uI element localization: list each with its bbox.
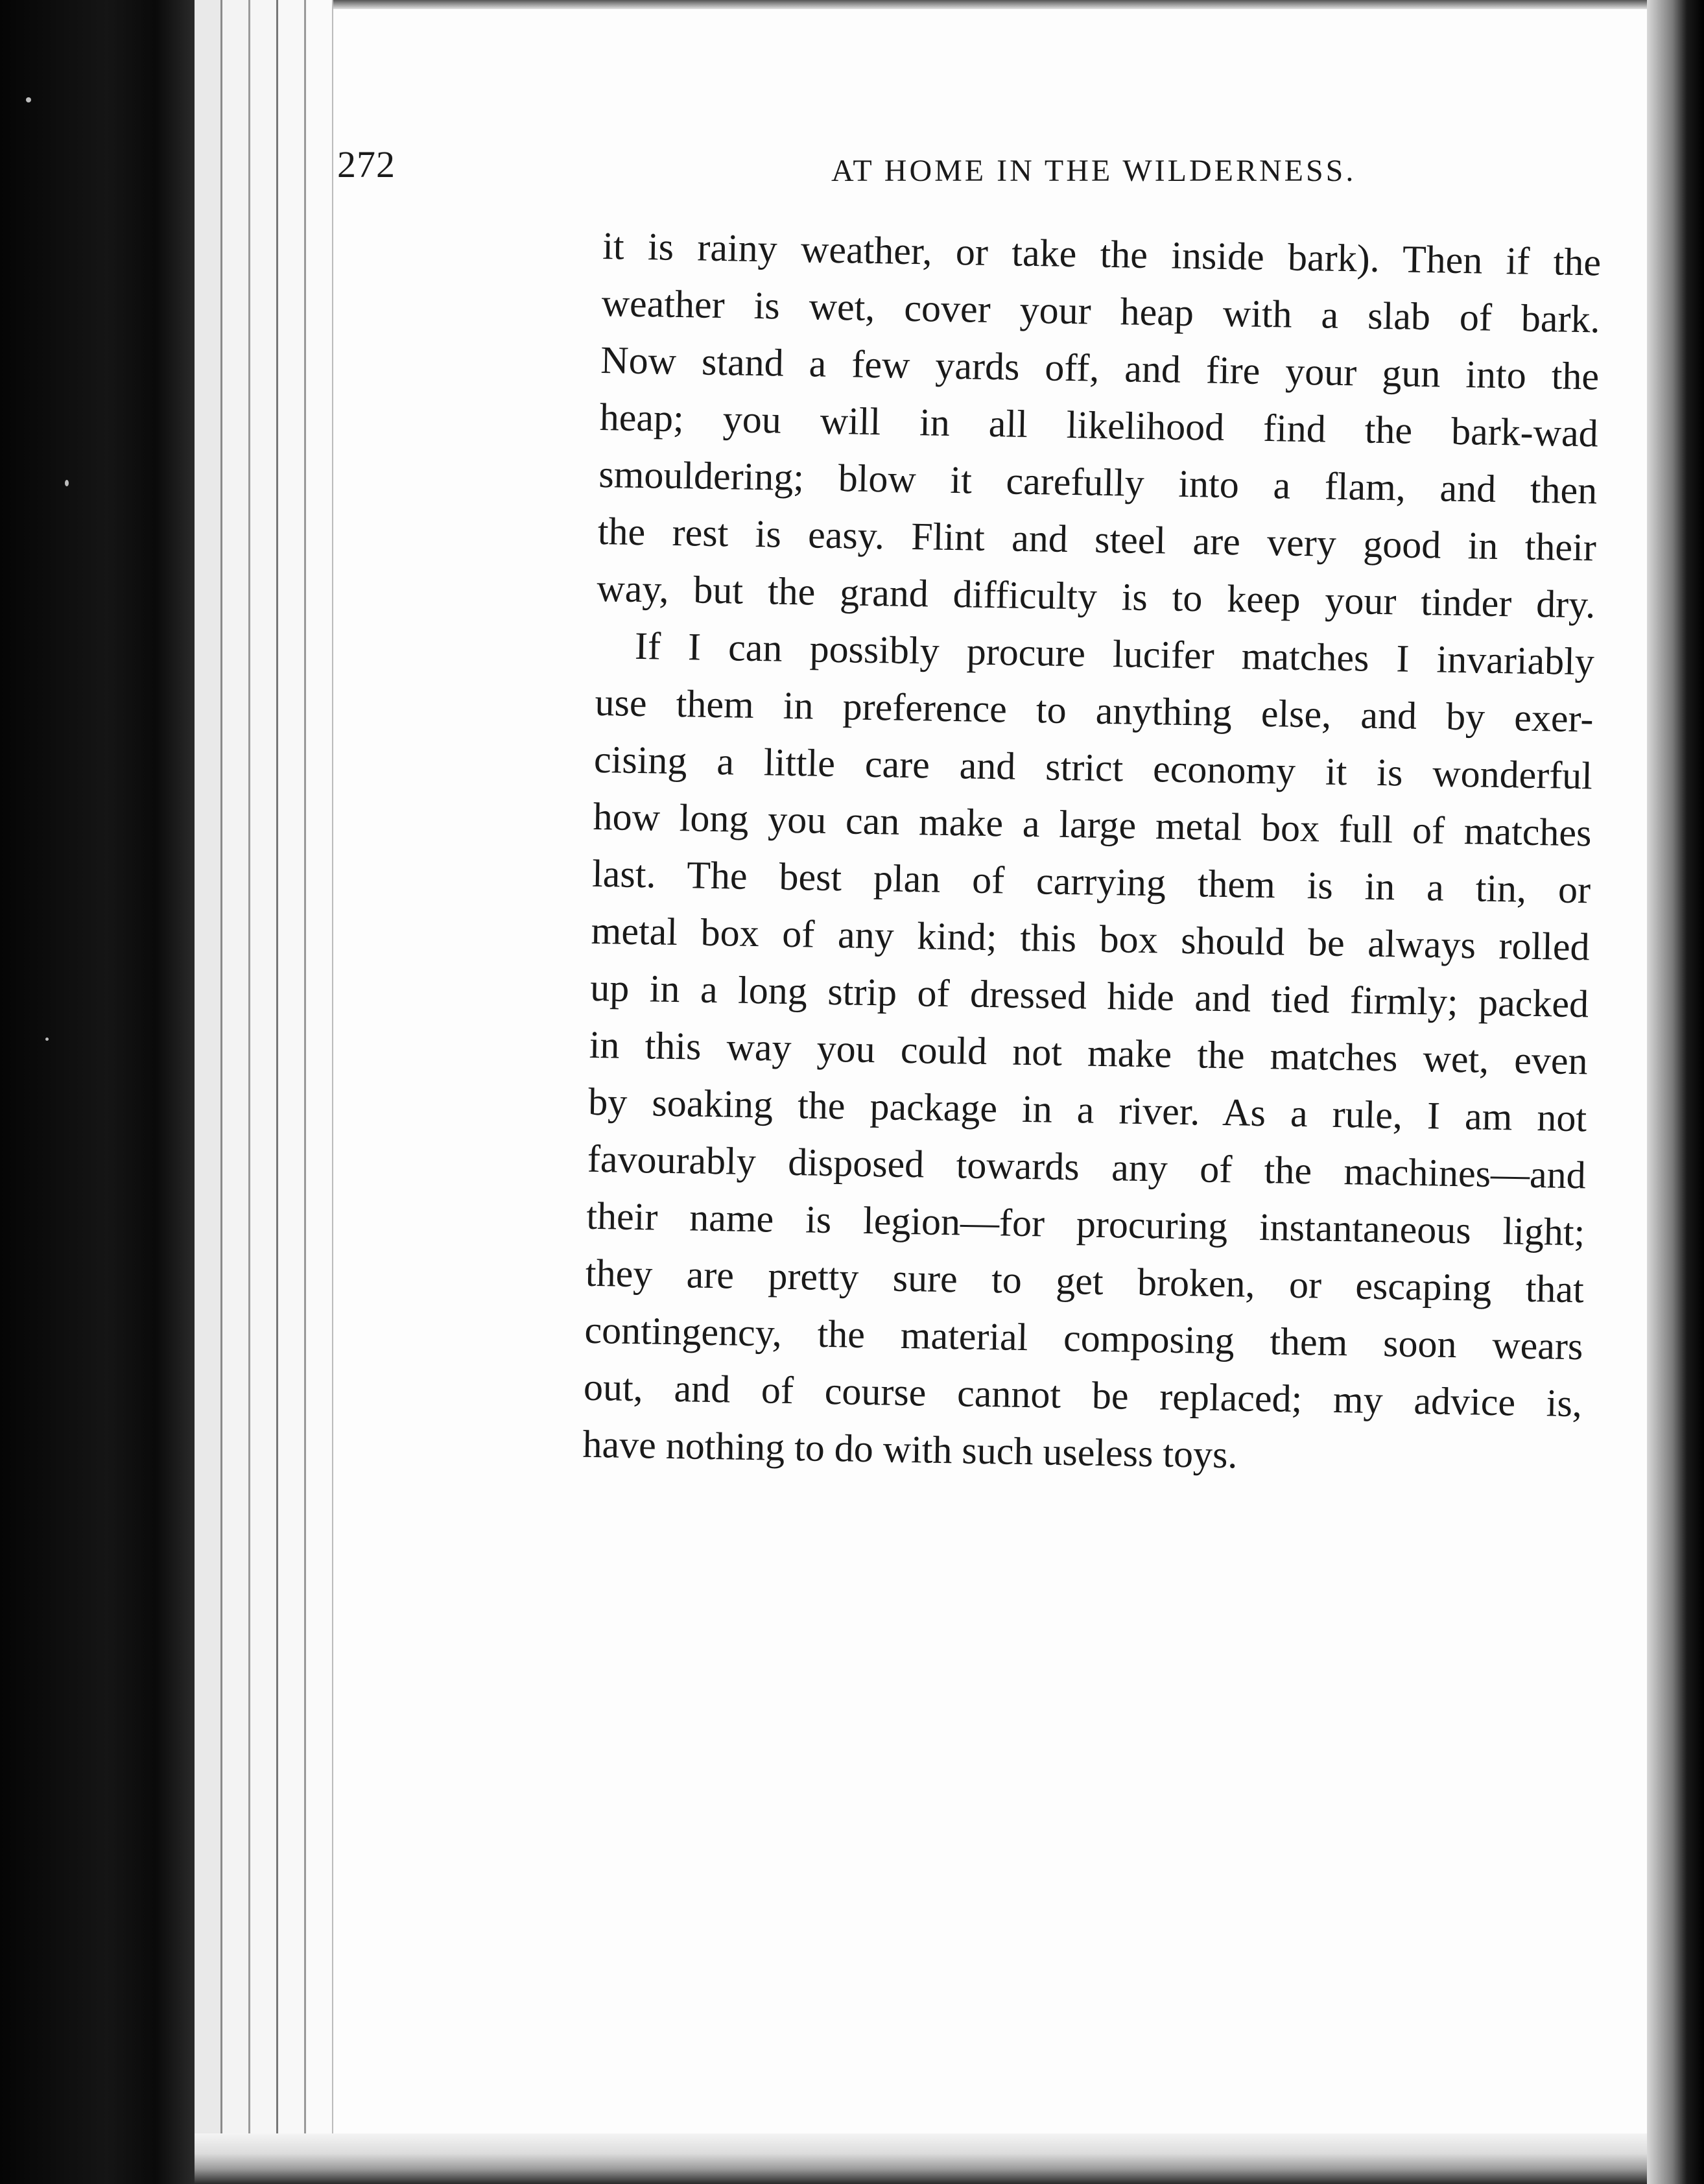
text-line: favourably disposed towards any of the machines—and	[587, 1137, 1587, 1197]
spine-speck	[45, 1038, 49, 1041]
spine-speck	[26, 97, 31, 102]
text-line: metal box of any kind; this box should be always rolled	[591, 908, 1591, 969]
text-line: have nothing to do with such useless toys.	[582, 1422, 1238, 1477]
text-line: out, and of course cannot be replaced; my advice is,	[583, 1365, 1583, 1425]
text-line: it is rainy weather, or take the inside bark). Then if the	[602, 224, 1602, 284]
text-line: their name is legion—for procuring instantaneous light;	[586, 1194, 1585, 1254]
text-line: cising a little care and strict economy it is wonderful	[593, 737, 1593, 798]
text-line: they are pretty sure to get broken, or escaping that	[585, 1251, 1585, 1311]
text-line: up in a long strip of dressed hide and tied firmly; packed	[589, 966, 1589, 1026]
text-line: smouldering; blow it carefully into a flam, and then	[598, 452, 1598, 512]
text-line: the rest is easy. Flint and steel are very good in their	[597, 509, 1597, 569]
text-line: use them in preference to anything else, and by exer-	[595, 680, 1594, 741]
text-line: way, but the grand difficulty is to keep your tinder dry.	[596, 566, 1596, 626]
text-line: Now stand a few yards off, and fire your gun into the	[600, 338, 1600, 398]
text-line: contingency, the material composing them soon wears	[584, 1308, 1583, 1368]
text-line: in this way you could not make the matches wet, even	[589, 1023, 1589, 1083]
text-line: weather is wet, cover your heap with a slab of bark.	[601, 281, 1601, 341]
page-edge	[222, 0, 250, 2159]
running-title: AT HOME IN THE WILDERNESS.	[831, 154, 1356, 188]
text-line: If I can possibly procure lucifer matches I invariably	[634, 624, 1595, 683]
body-text	[582, 217, 1615, 1490]
page-number: 272	[337, 143, 396, 185]
text-line: how long you can make a large metal box full of matches	[593, 794, 1592, 855]
page-edge	[278, 0, 306, 2159]
text-line: by soaking the package in a river. As a rule, I am not	[587, 1080, 1587, 1140]
page-right-edge	[1647, 0, 1704, 2184]
page-bottom-edge	[195, 2133, 1666, 2184]
page-edge	[195, 0, 222, 2159]
page-edge	[306, 0, 333, 2159]
text-line: last. The best plan of carrying them is in a tin, or	[591, 851, 1591, 912]
spine-speck	[65, 480, 69, 486]
page-edge	[250, 0, 278, 2159]
page-top-shadow	[195, 0, 1647, 9]
text-line: heap; you will in all likelihood find the bark-wad	[599, 395, 1599, 455]
book-spine	[0, 0, 195, 2184]
